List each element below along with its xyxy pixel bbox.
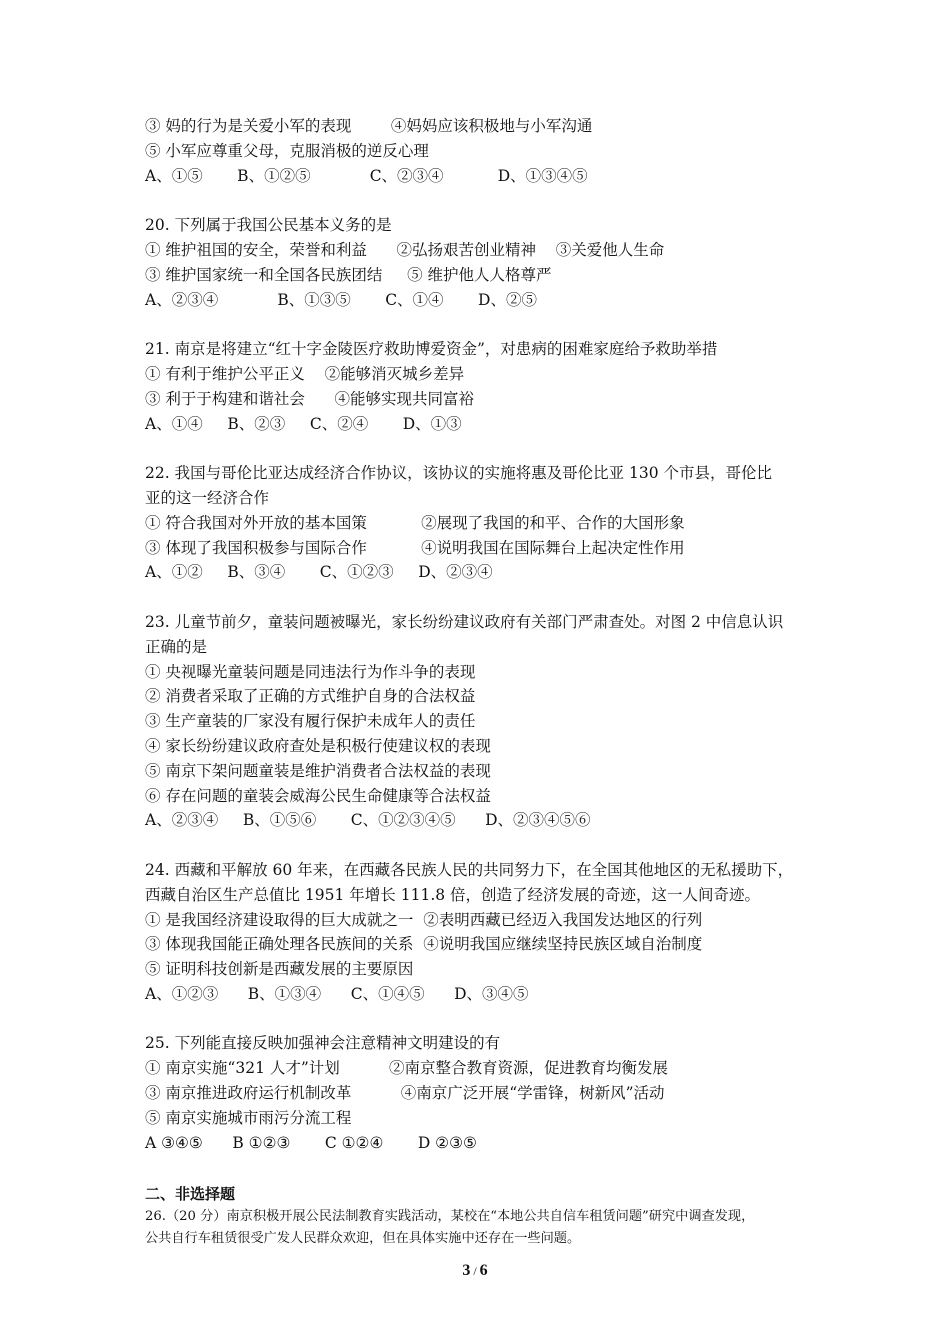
document-page	[145, 114, 825, 1250]
question-option: ③ 体现了我国积极参与国际合作 ④说明我国在国际舞台上起决定性作用	[145, 538, 685, 557]
question-stem: 正确的是	[145, 637, 208, 656]
question-option: ② 消费者采取了正确的方式维护自身的合法权益	[145, 687, 476, 706]
question-option: ① 有利于维护公平正义 ②能够消灭城乡差异	[145, 364, 465, 383]
answer-choices: A、①⑤ B、①②⑤ C、②③④ D、①③④⑤	[145, 166, 588, 185]
answer-choices: A、②③④ B、①⑤⑥ C、①②③④⑤ D、②③④⑤⑥	[145, 811, 591, 830]
question-option: ③ 维护国家统一和全国各民族团结 ⑤ 维护他人人格尊严	[145, 265, 552, 284]
question-option: ① 符合我国对外开放的基本国策 ②展现了我国的和平、合作的大国形象	[145, 513, 685, 532]
question-24	[145, 858, 825, 1007]
question-option: ③ 生产童装的厂家没有履行保护未成年人的责任	[145, 712, 476, 731]
question-option: ⑤ 南京实施城市雨污分流工程	[145, 1108, 352, 1127]
page-separator: /	[473, 1264, 477, 1278]
answer-choices: A、①②③ B、①③④ C、①④⑤ D、③④⑤	[145, 984, 529, 1003]
question-option: ③ 南京推进政府运行机制改革 ④南京广泛开展“学雷锋，树新风”活动	[145, 1084, 665, 1103]
page-total: 6	[479, 1262, 488, 1279]
question-20	[145, 213, 825, 312]
answer-choices: A、①④ B、②③ C、②④ D、①③	[145, 414, 462, 433]
question-stem: 25. 下列能直接反映加强神会注意精神文明建设的有	[145, 1034, 501, 1053]
text-line: ⑤ 小军应尊重父母，克服消极的逆反心理	[145, 141, 429, 160]
section-title: 二、非选择题	[145, 1185, 236, 1204]
question-26-text: 公共自行车租赁很受广发人民群众欢迎，但在具体实施中还存在一些问题。	[145, 1231, 581, 1247]
question-option: ⑤ 证明科技创新是西藏发展的主要原因	[145, 960, 414, 979]
question-stem: 亚的这一经济合作	[145, 488, 270, 507]
answer-choices: A、①② B、③④ C、①②③ D、②③④	[145, 563, 493, 582]
answer-choices: A ③④⑤ B ①②③ C ①②④ D ②③⑤	[145, 1133, 477, 1152]
question-26-text: 26.（20 分）南京积极开展公民法制教育实践活动，某校在“本地公共自信车租赁问题”研究中调查发现，	[145, 1209, 755, 1225]
question-option: ① 维护祖国的安全，荣誉和利益 ②弘扬艰苦创业精神 ③关爱他人生命	[145, 240, 665, 259]
answer-choices: A、②③④ B、①③⑤ C、①④ D、②⑤	[145, 290, 537, 309]
question-option: ④ 家长纷纷建议政府查处是积极行使建议权的表现	[145, 736, 491, 755]
question-option: ① 南京实施“321 人才”计划 ②南京整合教育资源，促进教育均衡发展	[145, 1059, 669, 1078]
question-23	[145, 610, 825, 833]
page-number	[0, 1262, 950, 1280]
question-stem: 20. 下列属于我国公民基本义务的是	[145, 216, 392, 235]
question-21	[145, 337, 825, 436]
question-stem: 西藏自治区生产总值比 1951 年增长 111.8 倍，创造了经济发展的奇迹，这一人间奇迹。	[145, 885, 761, 904]
intro-block	[145, 114, 825, 188]
question-stem: 22. 我国与哥伦比亚达成经济合作协议，该协议的实施将惠及哥伦比亚 130 个市县，哥伦比	[145, 464, 773, 483]
question-stem: 24. 西藏和平解放 60 年来，在西藏各民族人民的共同努力下，在全国其他地区的无私援助下，	[145, 860, 794, 879]
question-option: ③ 利于于构建和谐社会 ④能够实现共同富裕	[145, 389, 474, 408]
section-non-choice	[145, 1182, 825, 1250]
question-22	[145, 461, 825, 585]
page-current: 3	[462, 1262, 471, 1279]
question-stem: 23. 儿童节前夕，童装问题被曝光，家长纷纷建议政府有关部门严肃查处。对图 2 中信息认识	[145, 612, 784, 631]
question-option: ① 央视曝光童装问题是同违法行为作斗争的表现	[145, 662, 476, 681]
question-stem: 21. 南京是将建立“红十字金陵医疗救助博爱资金”，对患病的困难家庭给予救助举措	[145, 340, 718, 359]
text-line: ③ 妈的行为是关爱小军的表现 ④妈妈应该积极地与小军沟通	[145, 117, 593, 135]
question-option: ③ 体现我国能正确处理各民族间的关系 ④说明我国应继续坚持民族区域自治制度	[145, 935, 703, 954]
question-option: ⑤ 南京下架问题童装是维护消费者合法权益的表现	[145, 761, 491, 780]
question-option: ⑥ 存在问题的童装会威海公民生命健康等合法权益	[145, 786, 491, 805]
question-25	[145, 1031, 825, 1155]
question-option: ① 是我国经济建设取得的巨大成就之一 ②表明西藏已经迈入我国发达地区的行列	[145, 910, 703, 929]
